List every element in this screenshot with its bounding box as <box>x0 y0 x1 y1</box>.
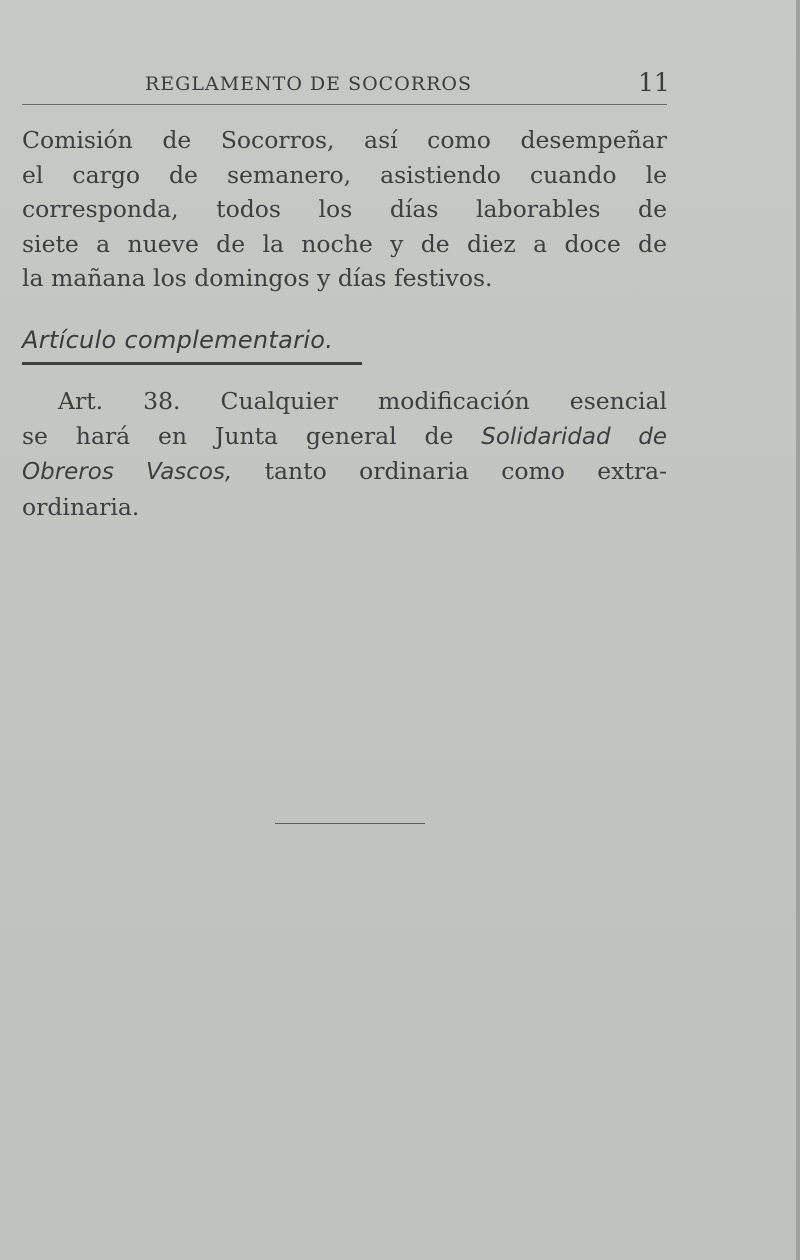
section-heading: Artículo complementario. <box>22 326 334 354</box>
paragraph-continuation <box>22 123 667 296</box>
text-line: el cargo de semanero, asistiendo cuando le <box>22 160 667 189</box>
page-number: 11 <box>638 68 670 97</box>
text-line <box>22 384 667 419</box>
end-rule <box>275 823 425 824</box>
header-rule <box>22 104 667 105</box>
article-38-line-1: Art. 38. Cualquier modificación esencial <box>58 387 667 415</box>
text-line: Comisión de Socorros, así como desempeñar <box>22 126 667 154</box>
article-38-line-3: tanto ordinaria como extra- <box>232 457 668 485</box>
text-line: siete a nueve de la noche y de diez a doce de <box>22 229 667 258</box>
text-line <box>22 454 667 490</box>
article-38-paragraph <box>22 384 667 524</box>
page-edge <box>796 0 800 1260</box>
text-line: ordinaria. <box>22 492 140 521</box>
text-line: la mañana los domingos y días festivos. <box>22 264 493 292</box>
emphasis-text: Obreros Vascos, <box>22 459 233 485</box>
emphasis-text: Solidaridad de <box>481 423 667 450</box>
heading-underline <box>22 362 362 365</box>
text-line: corresponda, todos los días laborables de <box>22 195 667 223</box>
article-38-line-2: se hará en Junta general de <box>22 421 482 450</box>
running-header-title: REGLAMENTO DE SOCORROS <box>145 73 472 95</box>
text-line <box>22 419 667 455</box>
